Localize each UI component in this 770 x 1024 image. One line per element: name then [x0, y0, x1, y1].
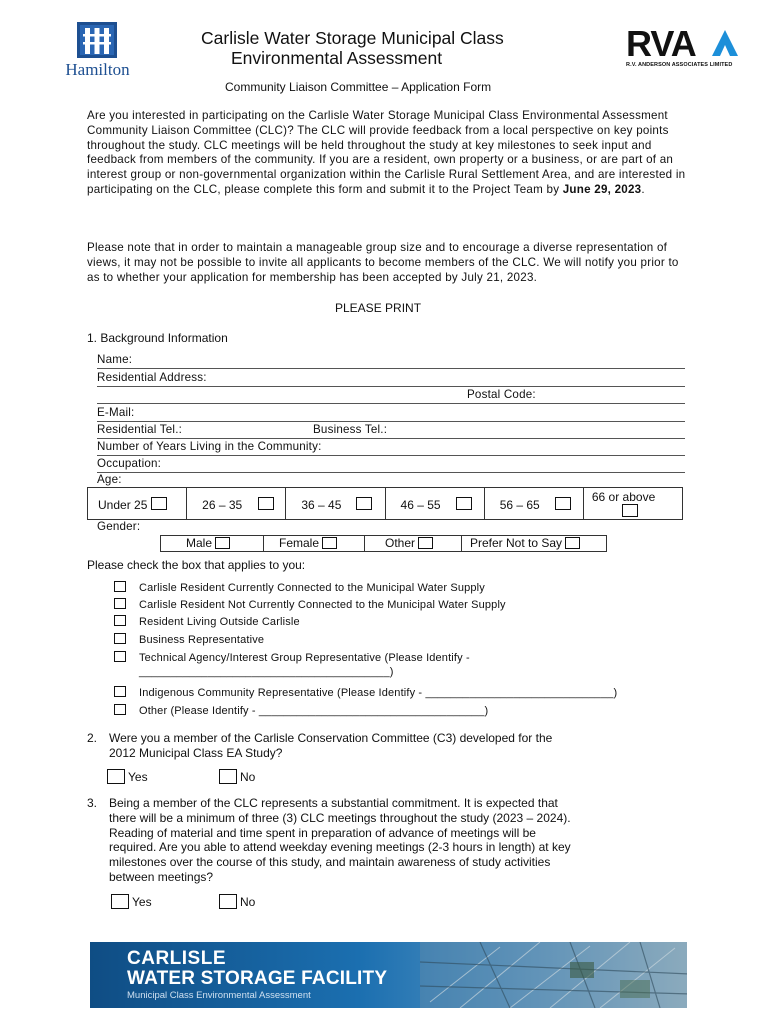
q2-yes-checkbox[interactable]	[107, 769, 125, 784]
age-label: Age:	[97, 473, 122, 486]
age-option-under-25[interactable]	[88, 488, 186, 519]
gender-options-table	[160, 535, 607, 552]
intro-p1-end: .	[641, 182, 645, 196]
applies-option[interactable]	[114, 704, 488, 718]
question-number: 2.	[87, 731, 98, 745]
applies-option[interactable]	[114, 615, 300, 629]
banner-subtitle: Municipal Class Environmental Assessment	[127, 990, 311, 1001]
applies-option-label: Indigenous Community Representative (Please Identify - ______________________________)	[139, 687, 618, 699]
please-print-note: PLEASE PRINT	[335, 301, 422, 315]
gender-option-other[interactable]	[364, 536, 461, 551]
project-banner	[90, 942, 687, 1008]
question-text: Reading of material and time spent in preparation of advance of meetings will be	[109, 825, 536, 840]
postal-code-field[interactable]	[97, 386, 685, 404]
applies-option-label: Resident Living Outside Carlisle	[139, 616, 300, 628]
question-text: Being a member of the CLC represents a substantial commitment. It is expected that	[109, 796, 558, 810]
hamilton-crest-icon	[77, 22, 117, 58]
intro-p1-text: Are you interested in participating on the Carlisle Water Storage Municipal Class Environmental Assessment Community Liaison Committee (CLC)? The CLC will provide feedback from a local perspective on key points throughout the study. CLC meetings will be held throughout the study at key milestones to seek input and feedback from members of the community. If you are a resident, own property or a business, or are part of an interest group or non-governmental organization within the Carlisle Rural Settlement Area, and are interested in participating on the CLC, please complete this form and submit it to the Project Team by	[87, 109, 686, 196]
age-options-table	[87, 487, 683, 520]
title-line1: Carlisle Water Storage Municipal Class	[201, 28, 504, 48]
business-tel-label: Business Tel.:	[313, 423, 388, 436]
banner-title-line1: CARLISLE	[127, 948, 226, 969]
gender-option-label: Prefer Not to Say	[470, 536, 563, 550]
occupation-label: Occupation:	[97, 457, 162, 470]
question-text: 2012 Municipal Class EA Study?	[109, 745, 283, 760]
applies-heading: Please check the box that applies to you:	[87, 558, 306, 572]
title-line2: Environmental Assessment	[231, 48, 443, 68]
question-3	[87, 796, 687, 885]
rva-letters: RVA	[626, 26, 696, 60]
yes-label: Yes	[132, 895, 152, 909]
q2-no-checkbox[interactable]	[219, 769, 237, 784]
name-label: Name:	[97, 353, 133, 366]
postal-code-label: Postal Code:	[467, 388, 536, 401]
age-option-66-above[interactable]	[583, 488, 682, 519]
question-number: 3.	[87, 796, 98, 810]
hamilton-logo	[55, 22, 140, 78]
gender-option-male[interactable]	[161, 536, 263, 551]
applies-option[interactable]	[114, 633, 264, 647]
age-option-label: 46 – 55	[400, 498, 441, 512]
age-checkbox[interactable]	[555, 497, 571, 510]
banner-title-line2: WATER STORAGE FACILITY	[127, 968, 388, 989]
intro-paragraph-2: Please note that in order to maintain a manageable group size and to encourage a diverse representation of views, it may not be possible to invite all applicants to become members of the CLC. We will notify you prior to as to whether your application for membership has been accepted by July 21, 2023.	[87, 241, 679, 284]
age-checkbox[interactable]	[622, 504, 638, 517]
gender-option-label: Other	[385, 536, 416, 550]
gender-checkbox[interactable]	[418, 537, 433, 549]
yes-label: Yes	[128, 770, 148, 784]
rva-subtext: R.V. ANDERSON ASSOCIATES LIMITED	[626, 62, 733, 68]
age-label-row	[97, 471, 685, 489]
gender-option-prefer-not[interactable]	[461, 536, 606, 551]
question-2	[87, 731, 687, 761]
rva-logo-icon	[626, 26, 741, 60]
telephone-field[interactable]	[97, 421, 685, 439]
applies-checkbox[interactable]	[114, 704, 126, 715]
q3-yes-checkbox[interactable]	[111, 894, 129, 909]
applies-checkbox[interactable]	[114, 598, 126, 609]
age-option-46-55[interactable]	[385, 488, 484, 519]
years-in-community-field[interactable]	[97, 438, 685, 456]
years-label: Number of Years Living in the Community:	[97, 440, 322, 453]
question-text: Were you a member of the Carlisle Conservation Committee (C3) developed for the	[109, 731, 553, 745]
age-option-label: 56 – 65	[499, 498, 540, 512]
address-field[interactable]	[97, 369, 685, 387]
age-option-26-35[interactable]	[186, 488, 285, 519]
gender-option-female[interactable]	[263, 536, 364, 551]
applies-option[interactable]	[114, 581, 485, 595]
question-text: milestones over the course of this study, and maintain awareness of study activities	[109, 855, 551, 870]
applies-option-label: Carlisle Resident Currently Connected to the Municipal Water Supply	[139, 582, 485, 594]
email-label: E-Mail:	[97, 406, 135, 419]
gender-checkbox[interactable]	[565, 537, 580, 549]
applies-checkbox[interactable]	[114, 615, 126, 626]
age-checkbox[interactable]	[356, 497, 372, 510]
age-option-label: 36 – 45	[301, 498, 342, 512]
address-label: Residential Address:	[97, 371, 207, 384]
q3-no-option[interactable]	[219, 894, 255, 909]
age-option-label: 26 – 35	[202, 498, 243, 512]
name-field[interactable]	[97, 351, 685, 369]
applies-option-label: Carlisle Resident Not Currently Connected to the Municipal Water Supply	[139, 599, 506, 611]
no-label: No	[240, 895, 256, 909]
gender-option-label: Female	[279, 536, 320, 550]
applies-checkbox[interactable]	[114, 581, 126, 592]
question-text: between meetings?	[109, 869, 214, 884]
applies-option-continuation: ________________________________________)	[139, 666, 394, 678]
applies-option-label: Other (Please Identify - ____________________________________)	[139, 705, 489, 717]
question-text: required. Are you able to attend weekday evening meetings (2-3 hours in length) at key	[109, 840, 571, 855]
age-option-label: Under 25	[98, 498, 148, 512]
document-title	[201, 28, 504, 68]
age-option-36-45[interactable]	[285, 488, 384, 519]
q3-yes-option[interactable]	[111, 894, 152, 909]
applies-option-label: Technical Agency/Interest Group Representative (Please Identify -	[139, 652, 470, 664]
gender-option-label: Male	[186, 536, 213, 550]
residential-tel-label: Residential Tel.:	[97, 423, 183, 436]
question-text: there will be a minimum of three (3) CLC meetings throughout the study (2023 – 2024).	[109, 810, 571, 825]
age-checkbox[interactable]	[456, 497, 472, 510]
occupation-field[interactable]	[97, 455, 685, 473]
gender-label: Gender:	[97, 520, 141, 533]
intro-paragraph-1	[87, 109, 687, 198]
applies-checkbox[interactable]	[114, 686, 126, 697]
applies-checkbox[interactable]	[114, 633, 126, 644]
q3-no-checkbox[interactable]	[219, 894, 237, 909]
section-heading-background: 1. Background Information	[87, 331, 228, 345]
email-field[interactable]	[97, 404, 685, 422]
aerial-map-icon	[420, 942, 687, 1008]
no-label: No	[240, 770, 256, 784]
applies-checkbox[interactable]	[114, 651, 126, 662]
applies-option[interactable]	[114, 686, 617, 700]
form-subtitle: Community Liaison Committee – Application Form	[225, 80, 492, 94]
gender-checkbox[interactable]	[322, 537, 337, 549]
deadline-date: June 29, 2023	[562, 182, 642, 196]
q2-yes-option[interactable]	[107, 769, 148, 784]
gender-checkbox[interactable]	[215, 537, 230, 549]
age-checkbox[interactable]	[151, 497, 167, 510]
q2-no-option[interactable]	[219, 769, 255, 784]
age-option-56-65[interactable]	[484, 488, 583, 519]
applies-option-label: Business Representative	[139, 634, 265, 646]
age-option-label: 66 or above	[591, 490, 656, 504]
hamilton-wordmark: Hamilton	[65, 60, 130, 79]
applies-option[interactable]	[114, 598, 506, 612]
rva-logo	[626, 26, 741, 72]
applies-option[interactable]	[114, 651, 470, 679]
age-checkbox[interactable]	[258, 497, 274, 510]
